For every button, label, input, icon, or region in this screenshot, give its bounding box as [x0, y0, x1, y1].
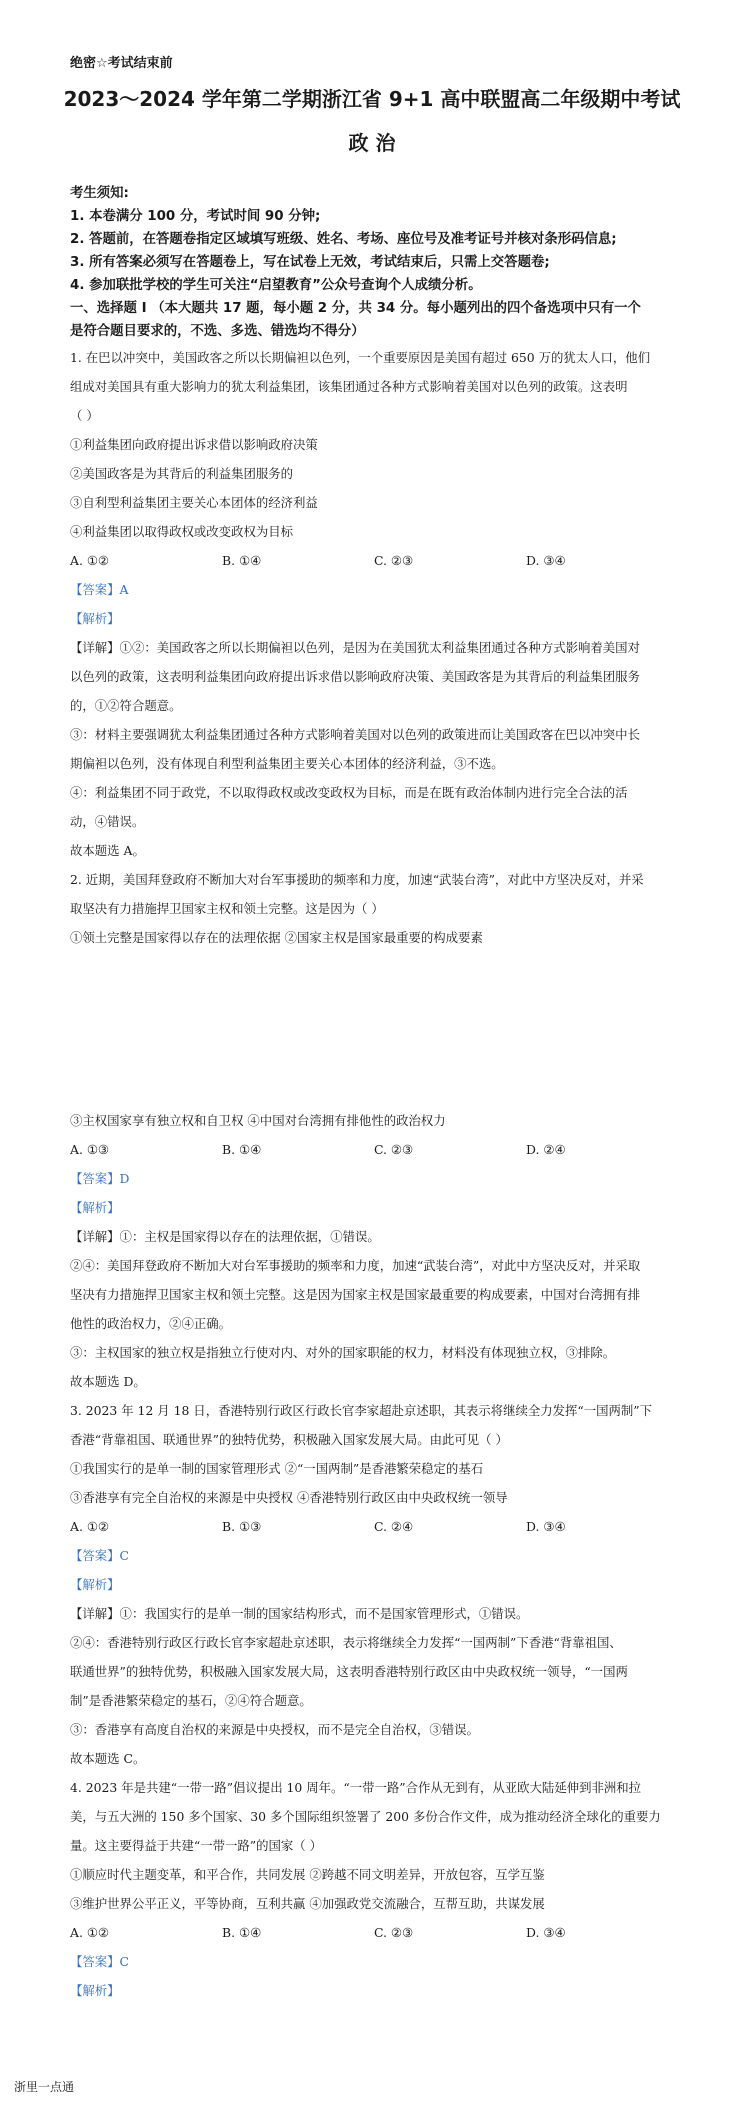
option-d: D. ③④ [526, 1925, 566, 1940]
notice-item: 2. 答题前，在答题卷指定区域填写班级、姓名、考场、座位号及准考证号并核对条形码信息; [70, 232, 617, 247]
q2-analysis-label: 【解析】 [70, 1200, 120, 1215]
option-b: B. ①④ [222, 553, 262, 568]
notice-heading: 考生须知: [70, 186, 129, 201]
option-b: B. ①③ [222, 1519, 262, 1534]
q1-item: ②美国政客是为其背后的利益集团服务的 [70, 466, 294, 481]
q2-stem: 2. 近期，美国拜登政府不断加大对台军事援助的频率和力度，加速“武装台湾”，对此中方坚决反对，并采 [70, 872, 644, 887]
q4-items-row: ③维护世界公平正义，平等协商，互利共赢 ④加强政党交流融合，互帮互助，共谋发展 [70, 1896, 545, 1911]
option-c: C. ②③ [374, 1142, 414, 1157]
option-d: D. ③④ [526, 1519, 566, 1534]
q3-detail: ②④：香港特别行政区行政长官李家超赴京述职，表示将继续全力发挥“一国两制”下香港“背靠祖国、 [70, 1635, 622, 1650]
option-d: D. ②④ [526, 1142, 566, 1157]
q4-answer: 【答案】C [70, 1954, 130, 1969]
q1-detail: 期偏袒以色列，没有体现自利型利益集团主要关心本团体的经济利益，③不选。 [70, 756, 504, 771]
q1-stem: 1. 在巴以冲突中，美国政客之所以长期偏袒以色列，一个重要原因是美国有超过 650 万的犹太人口，他们 [70, 350, 651, 365]
footer-watermark: 浙里一点通 [14, 2080, 75, 2094]
q3-detail: 故本题选 C。 [70, 1751, 146, 1766]
q4-stem: 美，与五大洲的 150 多个国家、30 多个国际组织签署了 200 多份合作文件，成为推动经济全球化的重要力 [70, 1809, 661, 1824]
option-a: A. ①② [70, 1519, 110, 1534]
q1-analysis-label: 【解析】 [70, 611, 120, 626]
subject-title: 政 治 [348, 131, 396, 155]
q1-detail: 动，④错误。 [70, 814, 145, 829]
q1-stem: （ ） [70, 408, 99, 423]
option-b: B. ①④ [222, 1142, 262, 1157]
q1-options [70, 553, 670, 569]
q1-detail: 的，①②符合题意。 [70, 698, 182, 713]
option-d: D. ③④ [526, 553, 566, 568]
confidential-label: 绝密☆考试结束前 [70, 56, 173, 71]
notice-item: 1. 本卷满分 100 分，考试时间 90 分钟; [70, 209, 321, 224]
q4-stem: 量。这主要得益于共建“一带一路”的国家（ ） [70, 1838, 323, 1853]
q1-answer: 【答案】A [70, 582, 129, 597]
q1-stem: 组成对美国具有重大影响力的犹太利益集团，该集团通过各种方式影响着美国对以色列的政策。这表明 [70, 379, 628, 394]
q3-items-row: ③香港享有完全自治权的来源是中央授权 ④香港特别行政区由中央政权统一领导 [70, 1490, 508, 1505]
option-a: A. ①② [70, 553, 110, 568]
q4-stem: 4. 2023 年是共建“一带一路”倡议提出 10 周年。“一带一路”合作从无到有，从亚欧大陆延伸到非洲和拉 [70, 1780, 642, 1795]
q3-detail: ③：香港享有高度自治权的来源是中央授权，而不是完全自治权，③错误。 [70, 1722, 479, 1737]
q3-detail: 制”是香港繁荣稳定的基石，②④符合题意。 [70, 1693, 312, 1708]
q1-detail: 【详解】①②：美国政客之所以长期偏袒以色列，是因为在美国犹太利益集团通过各种方式影响着美国对 [70, 640, 640, 655]
q3-analysis-label: 【解析】 [70, 1577, 120, 1592]
option-a: A. ①② [70, 1925, 110, 1940]
q2-detail: ②④：美国拜登政府不断加大对台军事援助的频率和力度，加速“武装台湾”，对此中方坚决反对，并采取 [70, 1258, 641, 1273]
q1-item: ①利益集团向政府提出诉求借以影响政府决策 [70, 437, 318, 452]
q2-detail: 坚决有力措施捍卫国家主权和领土完整。这是因为国家主权是国家最重要的构成要素，中国对台湾拥有排 [70, 1287, 640, 1302]
q3-answer: 【答案】C [70, 1548, 130, 1563]
q1-detail: 以色列的政策，这表明利益集团向政府提出诉求借以影响政府决策、美国政客是为其背后的利益集团服务 [70, 669, 640, 684]
q2-detail: 【详解】①：主权是国家得以存在的法理依据，①错误。 [70, 1229, 380, 1244]
q1-item: ④利益集团以取得政权或改变政权为目标 [70, 524, 294, 539]
option-a: A. ①③ [70, 1142, 110, 1157]
q3-detail: 联通世界”的独特优势，积极融入国家发展大局，这表明香港特别行政区由中央政权统一领导，“一国两 [70, 1664, 628, 1679]
q2-options [70, 1142, 670, 1158]
q4-analysis-label: 【解析】 [70, 1983, 120, 1998]
q1-detail: ③：材料主要强调犹太利益集团通过各种方式影响着美国对以色列的政策进而让美国政客在巴以冲突中长 [70, 727, 640, 742]
notice-item: 3. 所有答案必须写在答题卷上，写在试卷上无效，考试结束后，只需上交答题卷; [70, 255, 550, 270]
q3-stem: 香港“背靠祖国、联通世界”的独特优势，积极融入国家发展大局。由此可见（ ） [70, 1432, 508, 1447]
q1-item: ③自利型利益集团主要关心本团体的经济利益 [70, 495, 318, 510]
q2-detail: 他性的政治权力，②④正确。 [70, 1316, 232, 1331]
section-heading: 是符合题目要求的，不选、多选、错选均不得分） [70, 324, 365, 339]
q1-detail: 故本题选 A。 [70, 843, 145, 858]
q3-stem: 3. 2023 年 12 月 18 日，香港特别行政区行政长官李家超赴京述职，其表示将继续全力发挥“一国两制”下 [70, 1403, 653, 1418]
q3-options [70, 1519, 670, 1535]
q2-items-row: ①领土完整是国家得以存在的法理依据 ②国家主权是国家最重要的构成要素 [70, 930, 483, 945]
section-heading: 一、选择题 I （本大题共 17 题，每小题 2 分，共 34 分。每小题列出的四个备选项中只有一个 [70, 301, 641, 316]
option-b: B. ①④ [222, 1925, 262, 1940]
q2-answer: 【答案】D [70, 1171, 130, 1186]
option-c: C. ②③ [374, 1925, 414, 1940]
q3-items-row: ①我国实行的是单一制的国家管理形式 ②“一国两制”是香港繁荣稳定的基石 [70, 1461, 484, 1476]
exam-title: 2023～2024 学年第二学期浙江省 9+1 高中联盟高二年级期中考试 [63, 87, 681, 111]
q3-detail: 【详解】①：我国实行的是单一制的国家结构形式，而不是国家管理形式，①错误。 [70, 1606, 529, 1621]
q2-stem: 取坚决有力措施捍卫国家主权和领土完整。这是因为（ ） [70, 901, 384, 916]
q4-options [70, 1925, 670, 1941]
q1-detail: ④：利益集团不同于政党，不以取得政权或改变政权为目标，而是在既有政治体制内进行完全合法的活 [70, 785, 628, 800]
option-c: C. ②③ [374, 553, 414, 568]
q4-items-row: ①顺应时代主题变革，和平合作，共同发展 ②跨越不同文明差异，开放包容，互学互鉴 [70, 1867, 545, 1882]
notice-item: 4. 参加联批学校的学生可关注“启望教育”公众号查询个人成绩分析。 [70, 278, 482, 293]
q2-detail: ③：主权国家的独立权是指独立行使对内、对外的国家职能的权力，材料没有体现独立权，③排除。 [70, 1345, 616, 1360]
q2-items-row: ③主权国家享有独立权和自卫权 ④中国对台湾拥有排他性的政治权力 [70, 1113, 446, 1128]
q2-detail: 故本题选 D。 [70, 1374, 146, 1389]
option-c: C. ②④ [374, 1519, 414, 1534]
